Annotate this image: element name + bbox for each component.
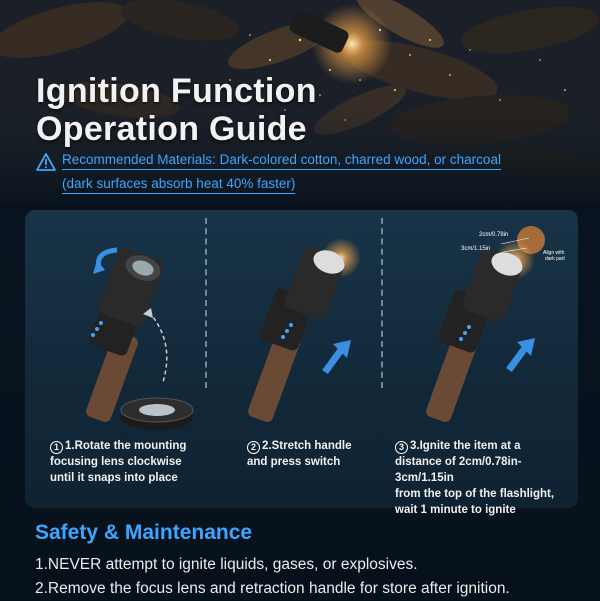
step-1-illustration <box>25 222 205 432</box>
step-3-line-2: distance of 2cm/0.78in-3cm/1.15in <box>395 456 522 484</box>
arrow-up-icon <box>509 338 535 370</box>
notice-line-1: Recommended Materials: Dark-colored cotton, charred wood, or charcoal <box>62 152 501 170</box>
step-3-text <box>395 438 578 518</box>
step-2-line-2: and press switch <box>247 456 341 468</box>
focus-lens-graphic <box>121 398 193 430</box>
step-number-badge: 3 <box>395 441 408 454</box>
flashlight-graphic <box>246 244 347 423</box>
distance-label-b: 3cm/1.15in <box>461 246 491 252</box>
safety-list <box>35 553 510 601</box>
step-1-text <box>50 438 186 486</box>
flashlight-graphic <box>424 246 525 423</box>
step-number-badge: 1 <box>50 441 63 454</box>
step-3-line-3: from the top of the flashlight, <box>395 488 555 500</box>
title-line-2: Operation Guide <box>36 110 307 148</box>
page-title <box>36 72 317 148</box>
step-1-line-3: until it snaps into place <box>50 472 178 484</box>
distance-label-a: 2cm/0.78in <box>479 232 509 238</box>
step-3-line-1: 3.Ignite the item at a <box>410 440 521 452</box>
step-3-line-4: wait 1 minute to ignite <box>395 504 516 516</box>
warning-icon <box>36 153 56 171</box>
step-number-badge: 2 <box>247 441 260 454</box>
dashed-guide-arrow <box>149 312 167 382</box>
title-line-1: Ignition Function <box>36 72 317 110</box>
safety-item: 2.Remove the focus lens and retraction handle for store after ignition. <box>35 580 510 597</box>
arrow-up-icon <box>325 340 351 372</box>
step-2-illustration <box>205 222 381 432</box>
notice-line-2: (dark surfaces absorb heat 40% faster) <box>62 176 295 194</box>
align-label-1: Align with <box>543 250 565 256</box>
align-label-2: dark part <box>545 256 565 262</box>
step-3-illustration <box>381 222 578 432</box>
safety-item: 1.NEVER attempt to ignite liquids, gases, or explosives. <box>35 556 418 573</box>
step-1-line-1: 1.Rotate the mounting <box>65 440 187 452</box>
step-2-line-1: 2.Stretch handle <box>262 440 352 452</box>
step-1-line-2: focusing lens clockwise <box>50 456 182 468</box>
steps-panel <box>25 210 578 516</box>
step-2-text <box>247 438 351 470</box>
safety-heading: Safety & Maintenance <box>35 521 253 544</box>
